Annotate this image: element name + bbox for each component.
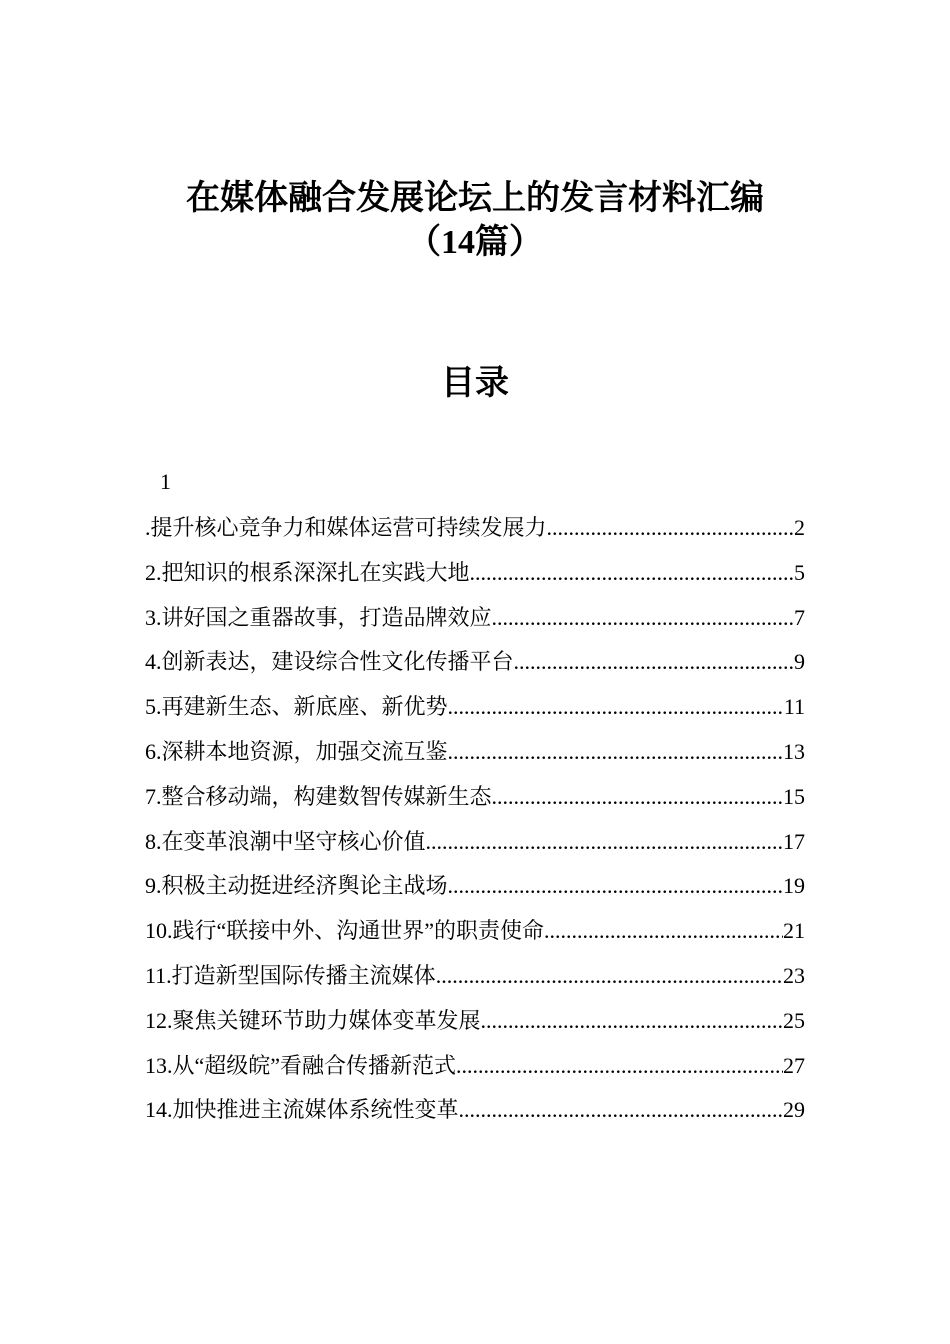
dot-leader — [481, 999, 783, 1044]
toc-entry-page: 27 — [783, 1052, 805, 1078]
toc-entry[interactable] — [145, 1044, 805, 1089]
toc-entry-title: 4.创新表达，建设综合性文化传播平台 — [145, 649, 514, 675]
toc-entry[interactable] — [145, 864, 805, 909]
table-of-contents — [145, 462, 805, 1133]
toc-entry-title: 6.深耕本地资源，加强交流互鉴 — [145, 738, 448, 764]
toc-entry-title: 3.讲好国之重器故事，打造品牌效应 — [145, 604, 492, 630]
dot-leader — [492, 596, 794, 641]
toc-entry-title: 11.打造新型国际传播主流媒体 — [145, 962, 436, 988]
toc-entry-title: 5.再建新生态、新底座、新优势 — [145, 694, 448, 720]
toc-entry-page: 15 — [783, 783, 805, 809]
toc-entry[interactable] — [145, 506, 805, 551]
toc-entry-page: 7 — [794, 604, 805, 630]
dot-leader — [436, 954, 783, 999]
document-title: 在媒体融合发展论坛上的发言材料汇编 — [186, 180, 764, 217]
toc-entry-title: 10.践行“联接中外、沟通世界”的职责使命 — [145, 918, 545, 944]
toc-entry[interactable] — [145, 820, 805, 865]
toc-entry-title: 12.聚焦关键环节助力媒体变革发展 — [145, 1007, 481, 1033]
toc-entry-title: 14.加快推进主流媒体系统性变革 — [145, 1097, 459, 1123]
toc-entry[interactable] — [145, 640, 805, 685]
toc-entry[interactable] — [145, 909, 805, 954]
dot-leader — [448, 685, 784, 730]
dot-leader — [448, 730, 783, 775]
dot-leader — [426, 820, 783, 865]
toc-entry[interactable] — [145, 685, 805, 730]
toc-entry[interactable] — [145, 954, 805, 999]
toc-entry-page: 29 — [783, 1097, 805, 1123]
toc-entry-page: 2 — [794, 515, 805, 540]
toc-entry[interactable] — [145, 999, 805, 1044]
toc-entry[interactable] — [145, 551, 805, 596]
toc-entry-page: 21 — [783, 918, 805, 944]
toc-entry-title: 13.从“超级皖”看融合传播新范式 — [145, 1052, 457, 1078]
toc-entry-page: 25 — [783, 1007, 805, 1033]
dot-leader — [448, 864, 783, 909]
toc-heading: 目录 — [441, 365, 509, 402]
toc-entry-title: 7.整合移动端，构建数智传媒新生态 — [145, 783, 492, 809]
toc-entry-page: 17 — [783, 828, 805, 854]
toc-entry-page: 23 — [783, 962, 805, 988]
dot-leader — [547, 506, 794, 551]
document-subtitle: （14篇） — [407, 224, 543, 261]
dot-leader — [544, 909, 783, 954]
toc-entry[interactable] — [145, 1088, 805, 1133]
toc-entry[interactable] — [145, 775, 805, 820]
toc-entry-title: 9.积极主动挺进经济舆论主战场 — [145, 873, 448, 899]
toc-entry-title: 8.在变革浪潮中坚守核心价值 — [145, 828, 426, 854]
toc-entry-page: 11 — [783, 694, 805, 720]
toc-entry-page: 9 — [794, 649, 805, 675]
dot-leader — [470, 551, 794, 596]
toc-entry-title: .提升核心竞争力和媒体运营可持续发展力 — [145, 515, 547, 540]
dot-leader — [514, 640, 794, 685]
toc-entry[interactable] — [145, 730, 805, 775]
dot-leader — [492, 775, 783, 820]
toc-entry-page: 13 — [783, 738, 805, 764]
dot-leader — [459, 1088, 783, 1133]
toc-entry-title: 2.把知识的根系深深扎在实践大地 — [145, 559, 470, 585]
toc-entry-page: 5 — [794, 559, 805, 585]
toc-entry-page: 19 — [783, 873, 805, 899]
toc-first-number: 1 — [160, 469, 171, 494]
toc-entry[interactable] — [145, 596, 805, 641]
dot-leader — [456, 1044, 783, 1089]
